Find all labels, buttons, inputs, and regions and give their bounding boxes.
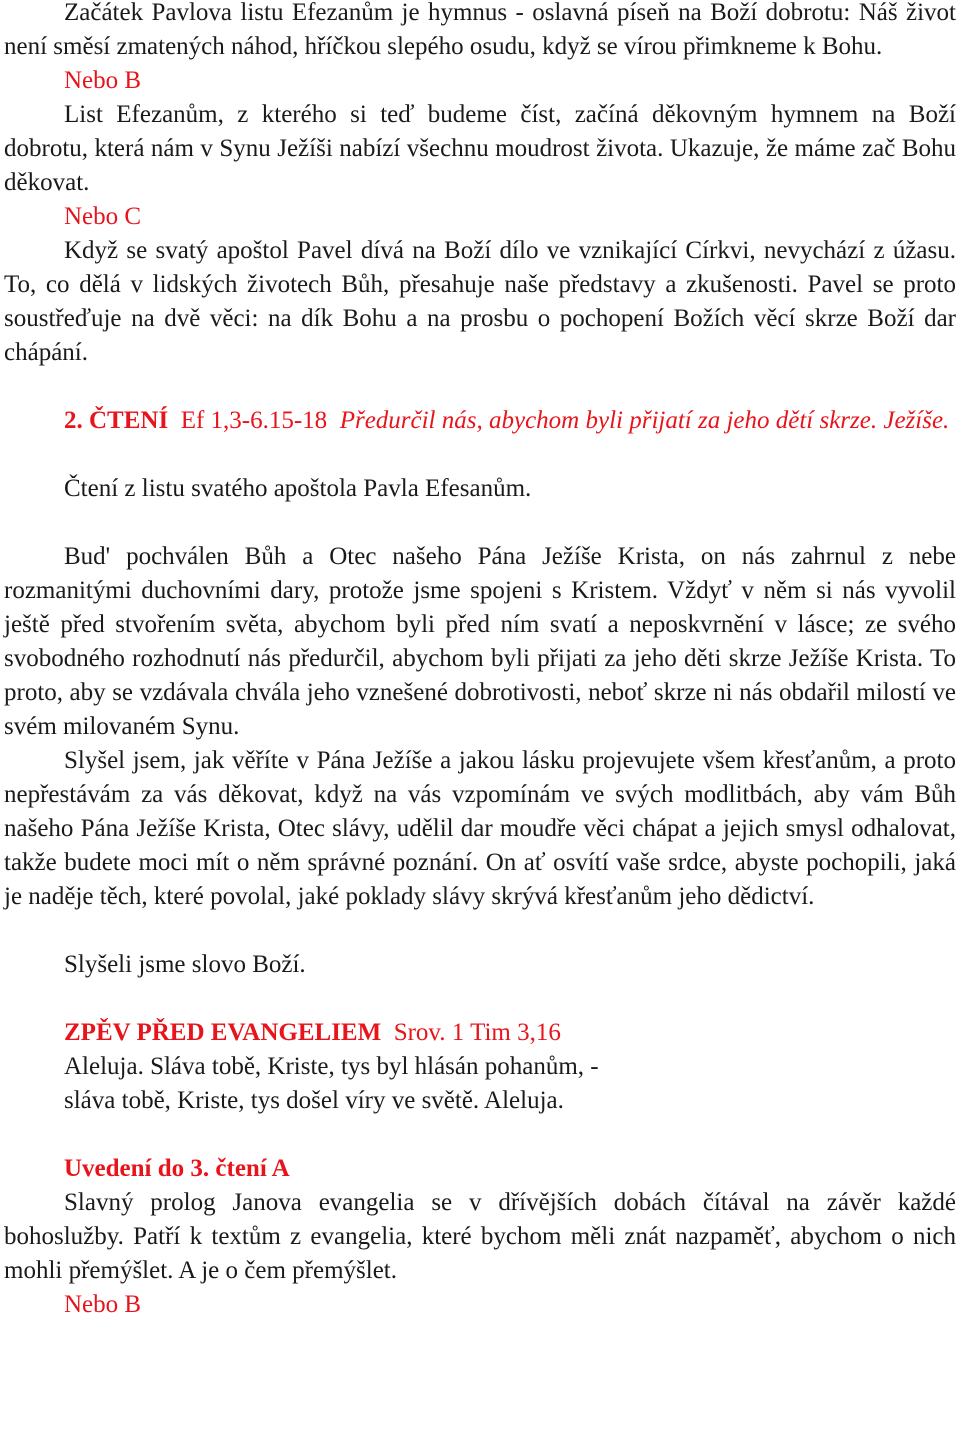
reading-2-closing: Slyšeli jsme slovo Boží.	[64, 951, 306, 978]
intro-3-label: Uvedení do 3. čtení A	[64, 1155, 290, 1182]
reading-2-intro: Čtení z listu svatého apoštola Pavla Efesanům.	[64, 475, 532, 502]
alt-c-label: Nebo C	[64, 203, 142, 230]
alt-b-label: Nebo B	[64, 67, 142, 94]
gospel-acclamation-label: ZPĚV PŘED EVANGELIEM	[64, 1019, 382, 1046]
gospel-acclamation-heading	[4, 1016, 956, 1050]
spacer	[4, 370, 956, 404]
spacer	[4, 506, 956, 540]
intro-paragraph-b: List Efezanům, z kterého si teď budeme číst, začíná děkovným hymnem na Boží dobrotu, která nám v Synu Ježíši nabízí všechnu moudrost života. Ukazuje, že máme zač Bohu děkovat.	[4, 101, 956, 196]
reading-2-motto: Předurčil nás, abychom byli přijatí za jeho dětí skrze. Ježíše.	[339, 407, 950, 434]
gospel-acclamation-line-2: sláva tobě, Kriste, tys došel víry ve světě. Aleluja.	[64, 1087, 564, 1114]
gospel-acclamation-ref: Srov. 1 Tim 3,16	[393, 1019, 561, 1046]
intro-paragraph-c: Když se svatý apoštol Pavel dívá na Boží dílo ve vznikající Církvi, nevychází z úžasu. To, co dělá v lidských životech Bůh, přesahuje naše představy a zkušenosti. Pavel se proto soustřeďuje na dvě věci: na dík Bohu a na prosbu o pochopení Božích věcí skrze Boží dar chápání.	[4, 237, 956, 366]
spacer	[4, 914, 956, 948]
reading-2-ref: Ef 1,3-6.15-18	[180, 407, 328, 434]
gospel-acclamation-line-1: Aleluja. Sláva tobě, Kriste, tys byl hlásán pohanům, -	[64, 1053, 599, 1080]
intro-paragraph-1: Začátek Pavlova listu Efezanům je hymnus - oslavná píseň na Boží dobrotu: Náš život není směsí zmatených náhod, hříčkou slepého osudu, když se vírou přimkneme k Bohu.	[4, 0, 956, 60]
spacer	[4, 982, 956, 1016]
reading-2-paragraph-2: Slyšel jsem, jak věříte v Pána Ježíše a jakou lásku projevujete všem křesťanům, a proto nepřestávám za vás děkovat, když na vás vzpomínám ve svých modlitbách, aby vám Bůh našeho Pána Ježíše Krista, Otec slávy, udělil dar moudře věci chápat a jejich smysl odhalovat, takže budete moci mít o něm správné poznání. On ať osvítí vaše srdce, abyste pochopili, jaká je naděje těch, které povolal, jaké poklady slávy skrývá křesťanům jeho dědictví.	[4, 747, 956, 910]
reading-2-heading	[4, 404, 956, 438]
alt-b-label-2: Nebo B	[64, 1291, 142, 1318]
spacer	[4, 1118, 956, 1152]
intro-3-paragraph: Slavný prolog Janova evangelia se v dřívějších dobách čítával na závěr každé bohoslužby. Patří k textům z evangelia, které bychom měli znát nazpaměť, abychom o nich mohli přemýšlet. A je o čem přemýšlet.	[4, 1189, 956, 1284]
reading-2-paragraph-1: Bud' pochválen Bůh a Otec našeho Pána Ježíše Krista, on nás zahrnul z nebe rozmanitými duchovními dary, protože jsme spojeni s Kristem. Vždyť v něm si nás vyvolil ještě před stvořením světa, abychom byli před ním svatí a neposkvrnění v lásce; ze svého svobodného rozhodnutí nás předurčil, abychom byli přijati za jeho děti skrze Ježíše Krista. To proto, aby se vzdávala chvála jeho vznešené dobrotivosti, neboť skrze ni nás obdařil milostí ve svém milovaném Synu.	[4, 543, 956, 740]
reading-2-label: 2. ČTENÍ	[64, 407, 169, 434]
spacer	[4, 438, 956, 472]
